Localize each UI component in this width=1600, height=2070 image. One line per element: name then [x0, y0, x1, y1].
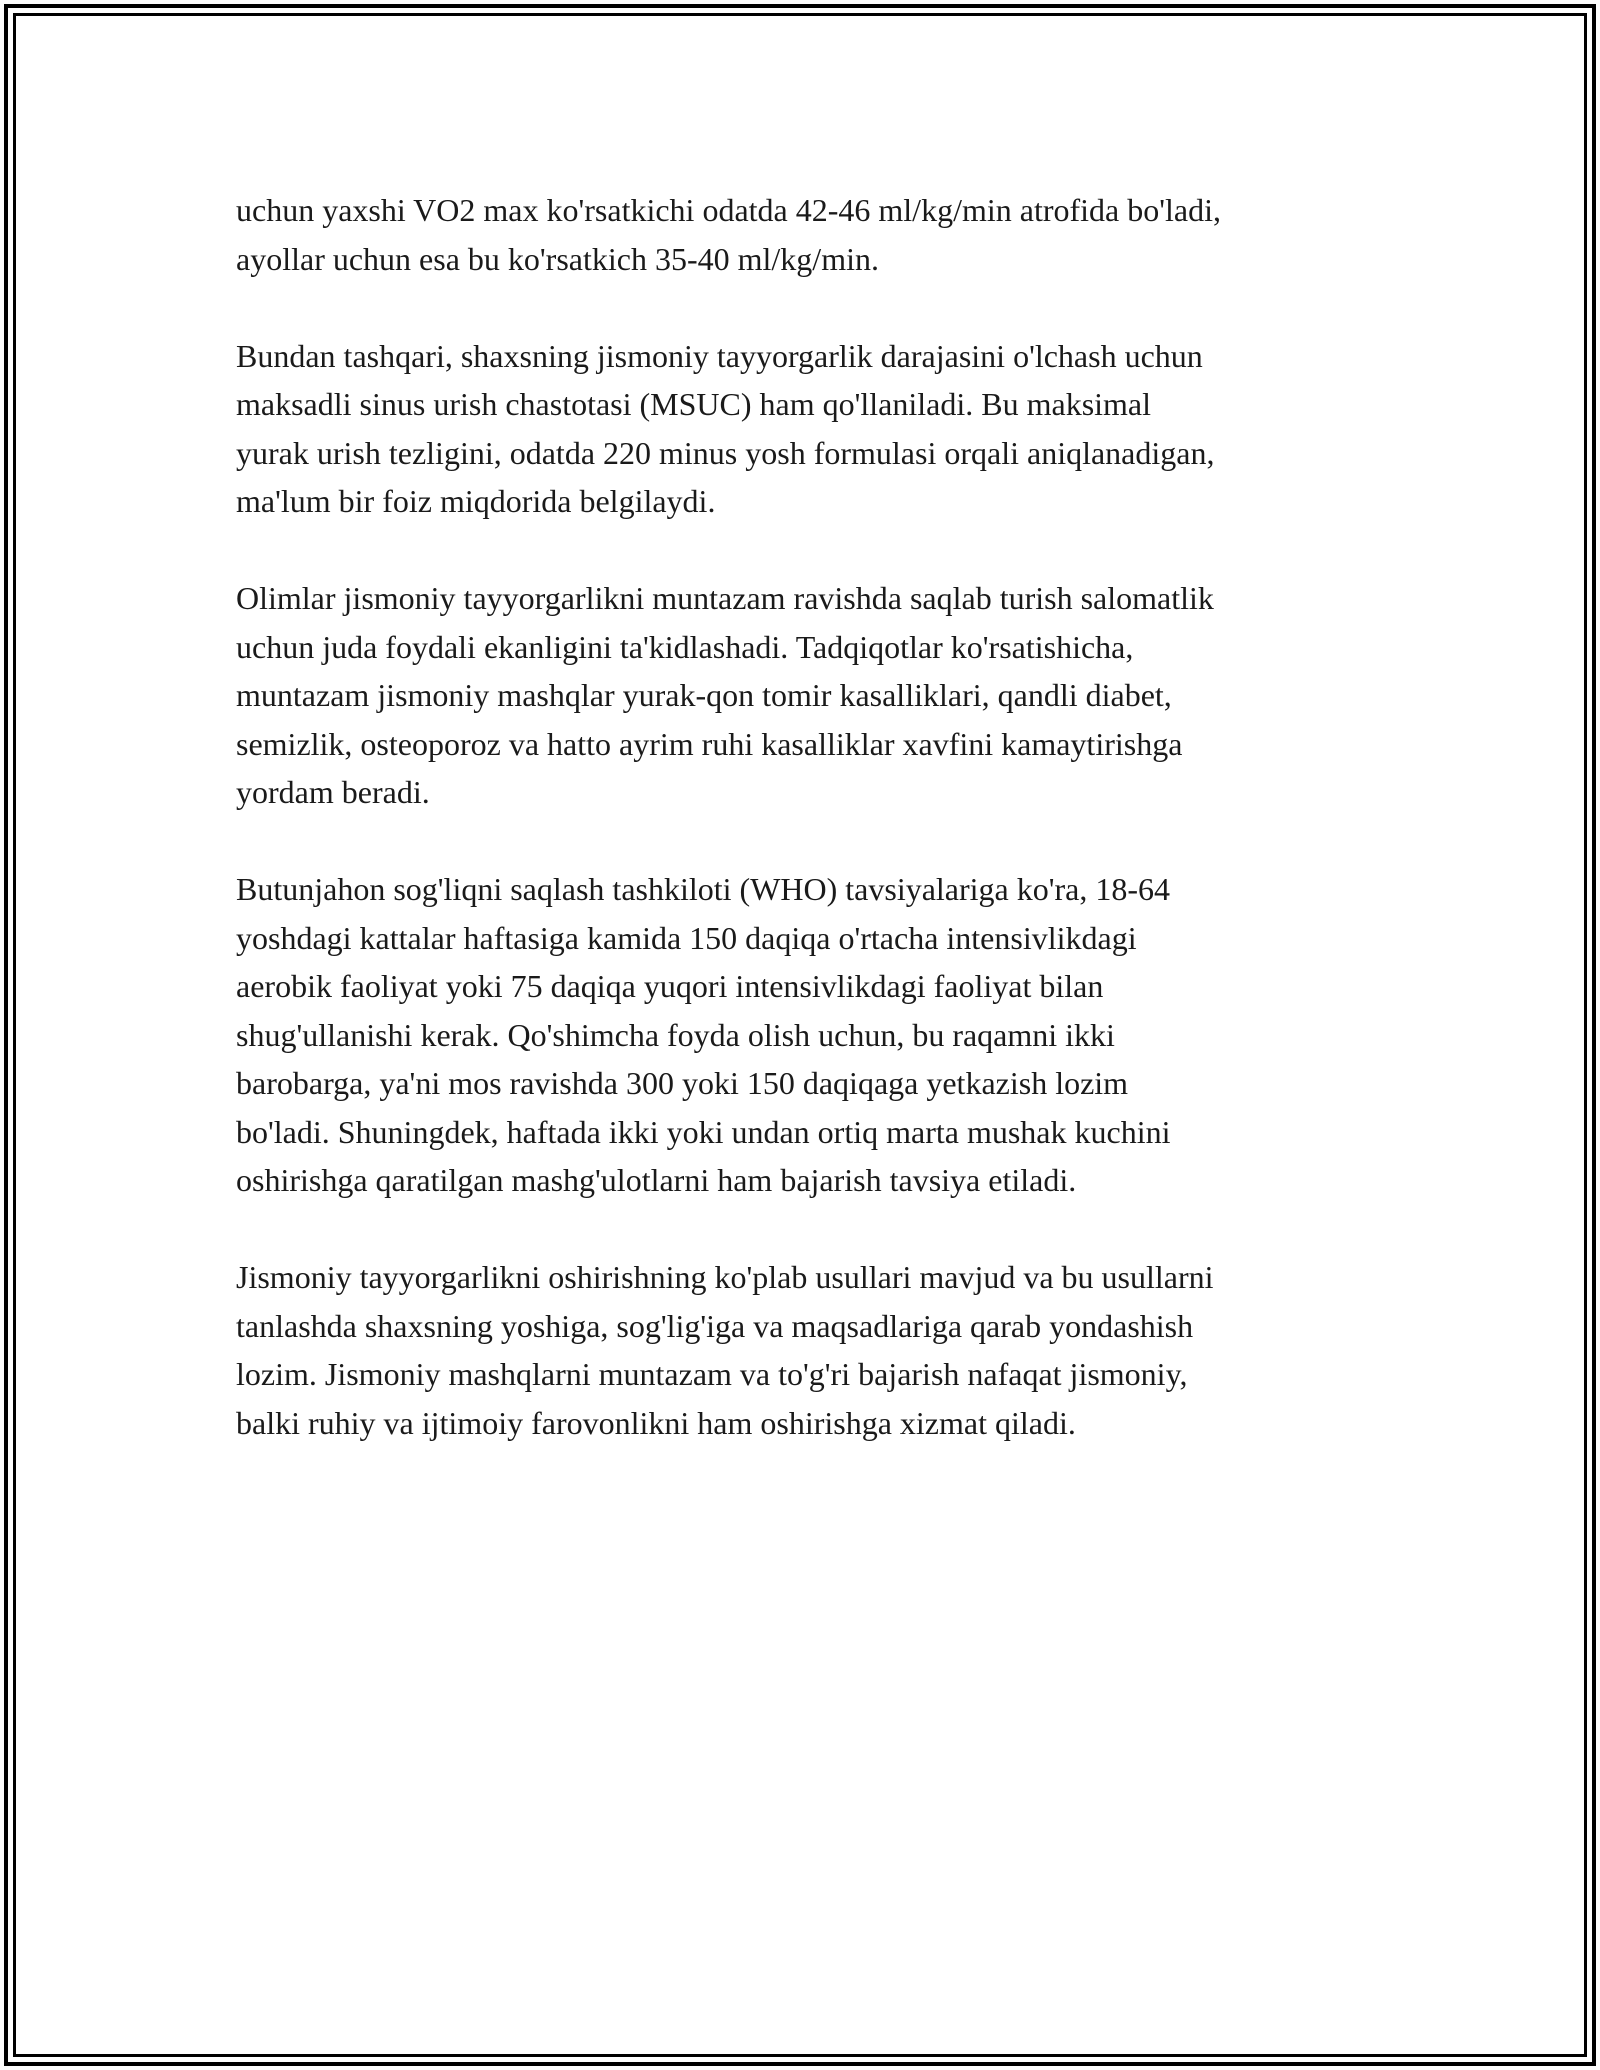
- text-line: Bundan tashqari, shaxsning jismoniy tayyorgarlik darajasini o'lchash uchun: [236, 337, 1203, 374]
- text-line: Jismoniy tayyorgarlikni oshirishning ko'plab usullari mavjud va bu usullarni: [236, 1259, 1214, 1295]
- text-line: uchun juda foydali ekanligini ta'kidlashadi. Tadqiqotlar ko'rsatishicha,: [236, 628, 1134, 665]
- text-line: shug'ullanishi kerak. Qo'shimcha foyda olish uchun, bu raqamni ikki: [236, 1016, 1115, 1053]
- document-body: [236, 186, 1386, 1496]
- paragraph-vo2-max: [236, 186, 1386, 283]
- text-line: Olimlar jismoniy tayyorgarlikni muntazam ravishda saqlab turish salomatlik: [236, 580, 1214, 616]
- paragraph-msuc: [236, 332, 1386, 526]
- paragraph-conclusion: [236, 1253, 1386, 1447]
- text-line: oshirishga qaratilgan mashg'ulotlarni ham bajarish tavsiya etiladi.: [236, 1162, 1077, 1198]
- text-line: bo'ladi. Shuningdek, haftada ikki yoki undan ortiq marta mushak kuchini: [236, 1113, 1171, 1150]
- text-line: ayollar uchun esa bu ko'rsatkich 35-40 ml/kg/min.: [236, 240, 879, 277]
- text-line: lozim. Jismoniy mashqlarni muntazam va to'g'ri bajarish nafaqat jismoniy,: [236, 1356, 1188, 1392]
- text-line: tanlashda shaxsning yoshiga, sog'lig'iga va maqsadlariga qarab yondashish: [236, 1307, 1194, 1344]
- text-line: yurak urish tezligini, odatda 220 minus yosh formulasi orqali aniqlanadigan,: [236, 434, 1215, 471]
- text-line: ma'lum bir foiz miqdorida belgilaydi.: [236, 483, 716, 519]
- text-line: uchun yaxshi VO2 max ko'rsatkichi odatda 42-46 ml/kg/min atrofida bo'ladi,: [236, 192, 1221, 228]
- text-line: muntazam jismoniy mashqlar yurak-qon tomir kasalliklari, qandli diabet,: [236, 677, 1172, 713]
- text-line: yordam beradi.: [236, 774, 430, 810]
- text-line: balki ruhiy va ijtimoiy farovonlikni ham oshirishga xizmat qiladi.: [236, 1404, 1076, 1441]
- text-line: maksadli sinus urish chastotasi (MSUC) ham qo'llaniladi. Bu maksimal: [236, 386, 1152, 422]
- text-line: Butunjahon sog'liqni saqlash tashkiloti (WHO) tavsiyalariga ko'ra, 18-64: [236, 871, 1171, 907]
- paragraph-who-recommendations: [236, 865, 1386, 1205]
- text-line: yoshdagi kattalar haftasiga kamida 150 daqiqa o'rtacha intensivlikdagi: [236, 919, 1137, 956]
- text-line: aerobik faoliyat yoki 75 daqiqa yuqori intensivlikdagi faoliyat bilan: [236, 968, 1104, 1004]
- text-line: semizlik, osteoporoz va hatto ayrim ruhi kasalliklar xavfini kamaytirishga: [236, 725, 1183, 762]
- text-line: barobarga, ya'ni mos ravishda 300 yoki 150 daqiqaga yetkazish lozim: [236, 1065, 1129, 1101]
- paragraph-health-benefits: [236, 574, 1386, 817]
